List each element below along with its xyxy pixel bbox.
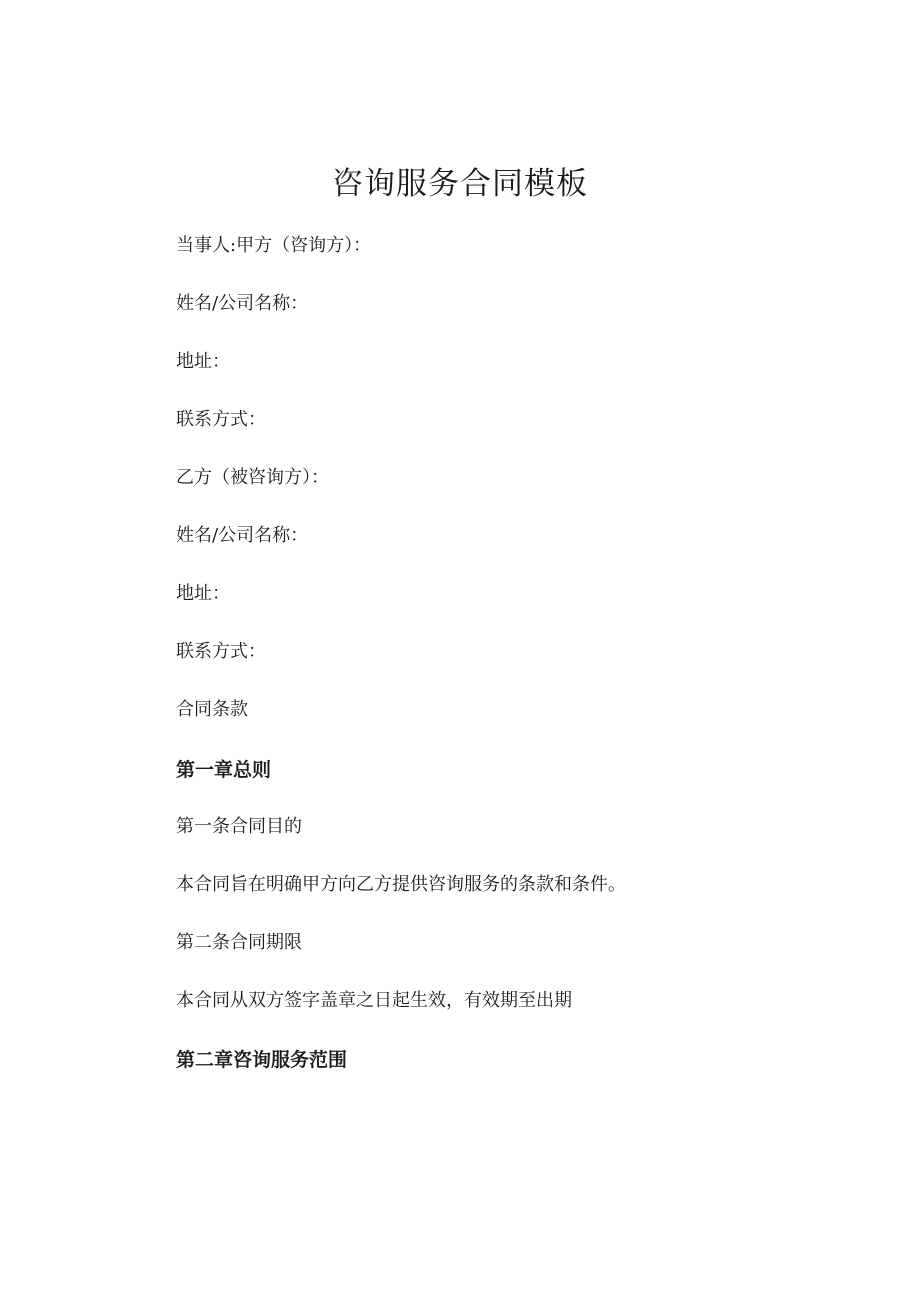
document-title: 咨询服务合同模板 <box>332 166 588 202</box>
party-a-address-label: 地址： <box>176 351 230 372</box>
chapter-2-title: 第二章咨询服务范围 <box>176 1049 348 1071</box>
chapter-1-title: 第一章总则 <box>176 759 272 781</box>
article-2-text: 本合同从双方签字盖章之日起生效，有效期至出期 <box>176 990 572 1011</box>
party-a-name-label: 姓名/公司名称： <box>176 293 309 314</box>
party-b-address-label: 地址： <box>176 583 230 604</box>
party-a-heading: 当事人:甲方（咨询方）： <box>176 235 372 256</box>
article-1-text: 本合同旨在明确甲方向乙方提供咨询服务的条款和条件。 <box>176 874 626 895</box>
party-b-contact-label: 联系方式： <box>176 641 266 662</box>
party-b-name-label: 姓名/公司名称： <box>176 525 309 546</box>
terms-heading: 合同条款 <box>176 699 248 720</box>
party-a-contact-label: 联系方式： <box>176 409 266 430</box>
party-b-heading: 乙方（被咨询方）： <box>176 467 329 488</box>
article-1-title: 第一条合同目的 <box>176 816 302 837</box>
article-2-title: 第二条合同期限 <box>176 932 302 953</box>
